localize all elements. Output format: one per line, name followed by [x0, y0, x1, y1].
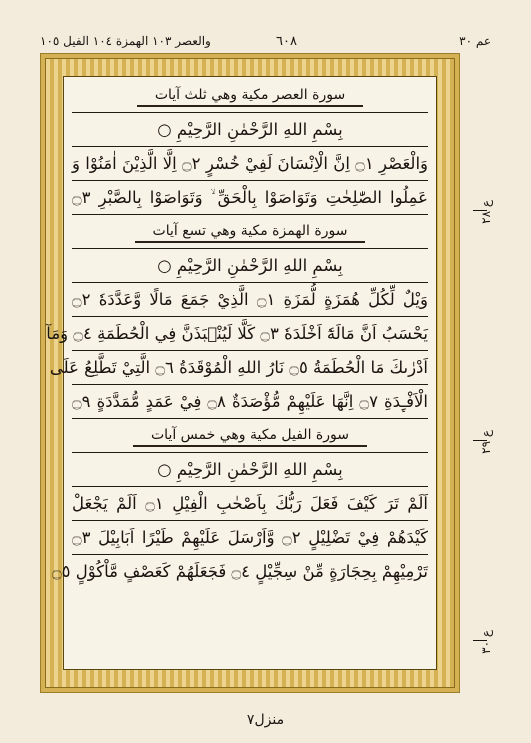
ayah-line: كَيْدَهُمْ فِيْ تَضْلِيْلٍ ۝٢ وَّاَرْسَلَ عَلَيْهِمْ طَيْرًا اَبَابِيْلَ ۝٣: [72, 521, 428, 555]
ruku-marker: ع ٢٨: [479, 200, 493, 224]
text-panel: [46, 76, 437, 670]
ayah-line: اَدْرٰىكَ مَا الْحُطَمَةُ ۝٥ نَارُ اللهِ الْمُوْقَدَةُ ۝٦ الَّتِيْ تَطَّلِعُ عَلَى: [72, 351, 428, 385]
surah-range: والعصر ١٠٣ الهمزة ١٠٤ الفيل ١٠٥: [40, 34, 211, 48]
ayah-line: تَرْمِيْهِمْ بِحِجَارَةٍ مِّنْ سِجِّيْلٍ ۝٤ فَجَعَلَهُمْ كَعَصْفٍ مَّاْكُوْلٍ ۝٥: [52, 562, 428, 581]
ayah-line: وَالْعَصْرِ ۝١ اِنَّ الْاِنْسَانَ لَفِيْ خُسْرٍ ۝٢ اِلَّا الَّذِيْنَ اٰمَنُوْا وَ: [72, 147, 428, 181]
bismillah-line: بِسْمِ اللهِ الرَّحْمٰنِ الرَّحِيْمِ ○: [72, 453, 428, 487]
bismillah-line: بِسْمِ اللهِ الرَّحْمٰنِ الرَّحِيْمِ ○: [72, 113, 428, 147]
bismillah-line: بِسْمِ اللهِ الرَّحْمٰنِ الرَّحِيْمِ ○: [72, 249, 428, 283]
manzil-footer: منزل۷: [246, 712, 285, 728]
surah-title-fil: سورة الفيل مكية وهي خمس آيات: [72, 419, 428, 453]
ruku-marker: ع ٢٩: [479, 430, 493, 454]
page-number: ٦٠٨: [275, 34, 297, 49]
ornamental-frame: [40, 53, 460, 693]
surah-title-humazah: سورة الهمزة مكية وهي تسع آيات: [72, 215, 428, 249]
page-header: [40, 30, 491, 54]
surah-title-asr: سورة العصر مكية وهي ثلث آيات: [72, 79, 428, 113]
ayah-line: عَمِلُوا الصّٰلِحٰتِ وَتَوَاصَوْا بِالْحَقِّ ۙ وَتَوَاصَوْا بِالصَّبْرِ ۝٣: [72, 181, 428, 215]
ruku-marker: ع ٣٠: [479, 630, 493, 654]
juz-label: عم ٣٠: [459, 34, 491, 48]
ayah-line: اَلَمْ تَرَ كَيْفَ فَعَلَ رَبُّكَ بِاَصْحٰبِ الْفِيْلِ ۝١ اَلَمْ يَجْعَلْ: [72, 487, 428, 521]
ayah-line: وَيْلٌ لِّكُلِّ هُمَزَةٍ لُّمَزَةِ ۝١ الَّذِيْ جَمَعَ مَالًا وَّعَدَّدَهٗ ۝٢: [72, 283, 428, 317]
ayah-line: يَحْسَبُ اَنَّ مَالَهٗٓ اَخْلَدَهٗ ۝٣ كَلَّا لَيُنْۢبَذَنَّ فِي الْحُطَمَةِ ۝٤ وَمَآ: [72, 317, 428, 351]
ayah-line: الْاَفْـِٕدَةِ ۝٧ اِنَّهَا عَلَيْهِمْ مُّؤْصَدَةٌ ۝٨ فِيْ عَمَدٍ مُّمَدَّدَةٍ ۝٩: [72, 385, 428, 419]
